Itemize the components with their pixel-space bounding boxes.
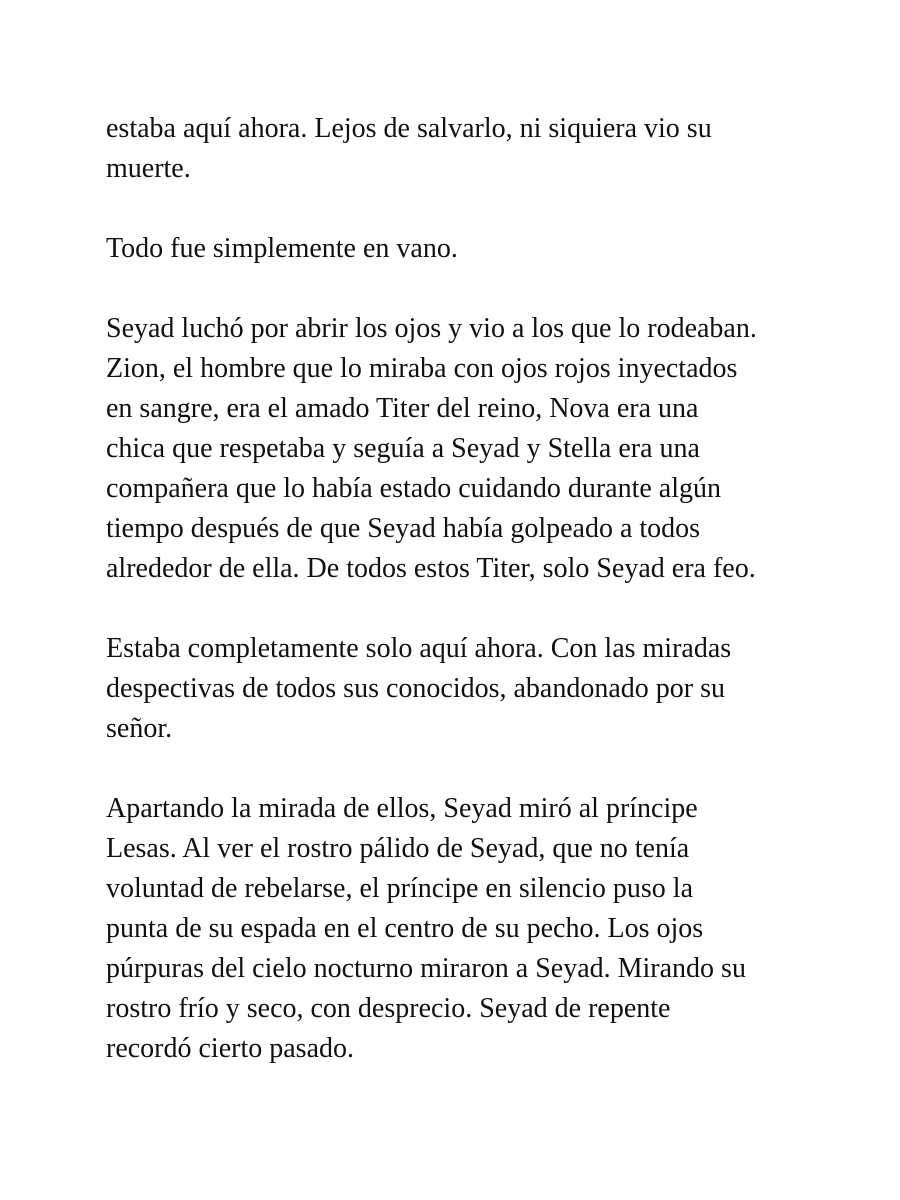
text-line: muerte. <box>106 153 191 184</box>
text-line: en sangre, era el amado Titer del reino, Nova era una <box>106 393 699 424</box>
text-line: rostro frío y seco, con desprecio. Seyad de repente <box>106 993 671 1024</box>
document-body <box>106 109 806 1069</box>
text-line: estaba aquí ahora. Lejos de salvarlo, ni siquiera vio su <box>106 113 712 144</box>
paragraph-gap <box>106 269 806 309</box>
paragraph <box>106 109 806 189</box>
text-line: Zion, el hombre que lo miraba con ojos rojos inyectados <box>106 353 738 384</box>
text-line: tiempo después de que Seyad había golpeado a todos <box>106 513 701 544</box>
text-line: señor. <box>106 713 173 744</box>
paragraph-gap <box>106 749 806 789</box>
paragraph <box>106 629 806 749</box>
text-line: alrededor de ella. De todos estos Titer, solo Seyad era feo. <box>106 553 756 584</box>
text-line: Apartando la mirada de ellos, Seyad miró al príncipe <box>106 793 698 824</box>
text-line: púrpuras del cielo nocturno miraron a Seyad. Mirando su <box>106 953 746 984</box>
text-line: recordó cierto pasado. <box>106 1033 354 1064</box>
text-line: Estaba completamente solo aquí ahora. Con las miradas <box>106 633 732 664</box>
text-line: chica que respetaba y seguía a Seyad y Stella era una <box>106 433 700 464</box>
text-line: Lesas. Al ver el rostro pálido de Seyad, que no tenía <box>106 833 690 864</box>
paragraph <box>106 309 806 589</box>
text-line: Todo fue simplemente en vano. <box>106 233 458 264</box>
text-line: Seyad luchó por abrir los ojos y vio a los que lo rodeaban. <box>106 313 757 344</box>
paragraph-gap <box>106 589 806 629</box>
paragraph <box>106 229 806 269</box>
paragraph <box>106 789 806 1069</box>
text-line: despectivas de todos sus conocidos, abandonado por su <box>106 673 725 704</box>
paragraph-gap <box>106 189 806 229</box>
text-line: compañera que lo había estado cuidando durante algún <box>106 473 721 504</box>
text-line: voluntad de rebelarse, el príncipe en silencio puso la <box>106 873 694 904</box>
text-line: punta de su espada en el centro de su pecho. Los ojos <box>106 913 704 944</box>
